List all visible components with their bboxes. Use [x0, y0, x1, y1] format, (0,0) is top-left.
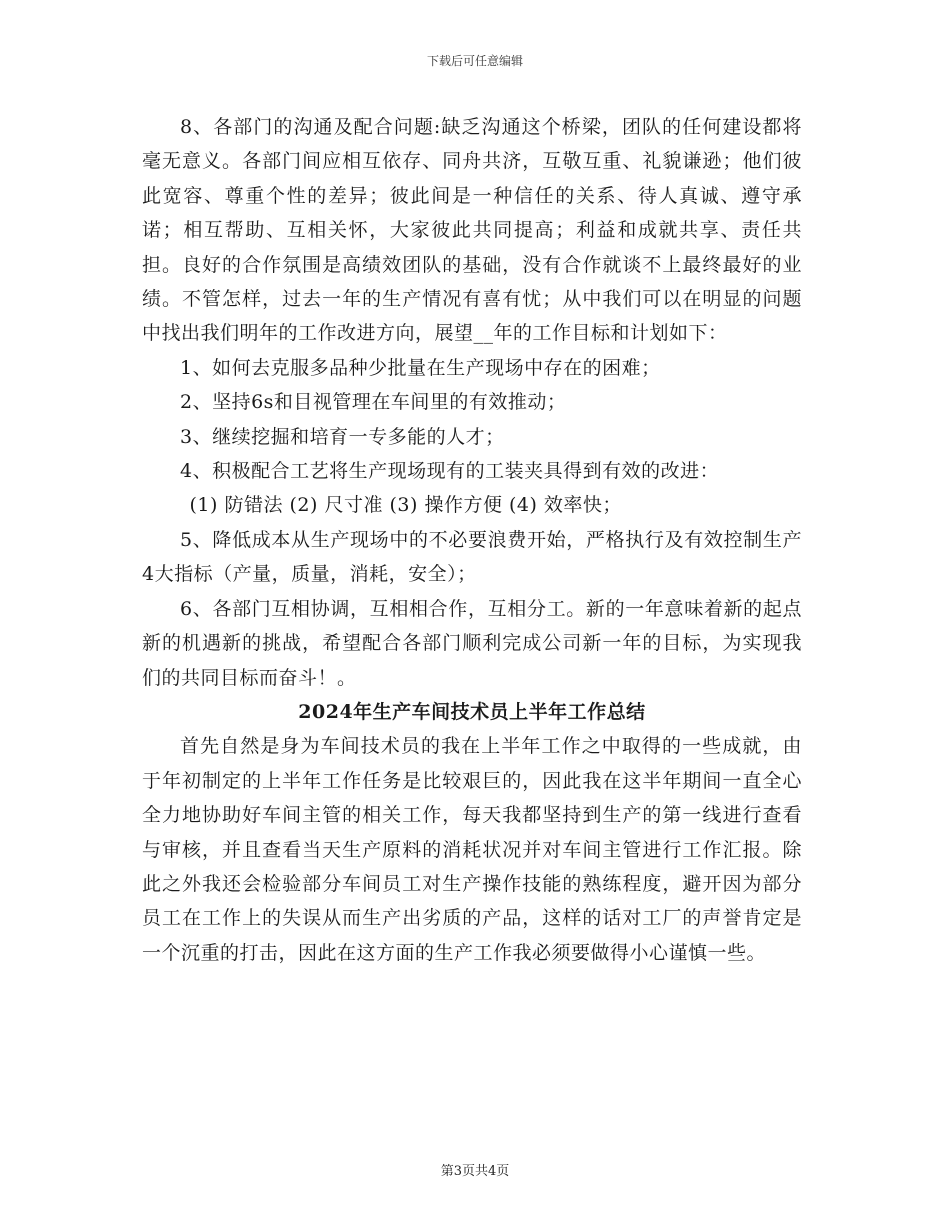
page-header: 下载后可任意编辑	[426, 54, 523, 68]
plan-item-2: 2、坚持6s和目视管理在车间里的有效推动；	[180, 391, 567, 414]
page-footer: 第3页共4页	[440, 1164, 510, 1179]
paragraph-communication: 8、各部门的沟通及配合问题:缺乏沟通这个桥梁，团队的任何建设都将毫无意义。各部门间应相互依存、同舟共济，互敬互重、礼貌谦逊；他们彼此宽容、尊重个性的差异；彼此间是一种信任的关系、待人真诚、遵守承诺；相互帮助、互相关怀，大家彼此共同提高；利益和成就共享、责任共担。良好的合作氛围是高绩效团队的基础，没有合作就谈不上最终最好的业绩。不管怎样，过去一年的生产情况有喜有忧；从中我们可以在明显的问题中找出我们明年的工作改进方向，展望__年的工作目标和计划如下：	[142, 116, 802, 345]
section-title: 2024年生产车间技术员上半年工作总结	[298, 700, 646, 723]
plan-item-1: 1、如何去克服多品种少批量在生产现场中存在的困难；	[180, 356, 661, 379]
plan-item-4: 4、积极配合工艺将生产现场现有的工装夹具得到有效的改进：	[180, 460, 720, 483]
document-body	[142, 110, 802, 970]
plan-item-3: 3、继续挖掘和培育一专多能的人才；	[180, 425, 505, 448]
summary-paragraph: 首先自然是身为车间技术员的我在上半年工作之中取得的一些成就，由于年初制定的上半年工作任务是比较艰巨的，因此我在这半年期间一直全心全力地协助好车间主管的相关工作，每天我都坚持到生产的第一线进行查看与审核，并且查看当天生产原料的消耗状况并对车间主管进行工作汇报。除此之外我还会检验部分车间员工对生产操作技能的熟练程度，避开因为部分员工在工作上的失误从而生产出劣质的产品，这样的话对工厂的声誉肯定是一个沉重的打击，因此在这方面的生产工作我必须要做得小心谨慎一些。	[142, 735, 802, 964]
plan-item-5: 5、降低成本从生产现场中的不必要浪费开始，严格执行及有效控制生产4大指标（产量，质量，消耗，安全）；	[142, 528, 802, 586]
plan-item-4-subpoints: (1) 防错法 (2) 尺寸准 (3) 操作方便 (4) 效率快；	[189, 494, 622, 517]
plan-item-6: 6、各部门互相协调，互相相合作，互相分工。新的一年意味着新的起点新的机遇新的挑战，希望配合各部门顺利完成公司新一年的目标，为实现我们的共同目标而奋斗！。	[142, 597, 802, 689]
